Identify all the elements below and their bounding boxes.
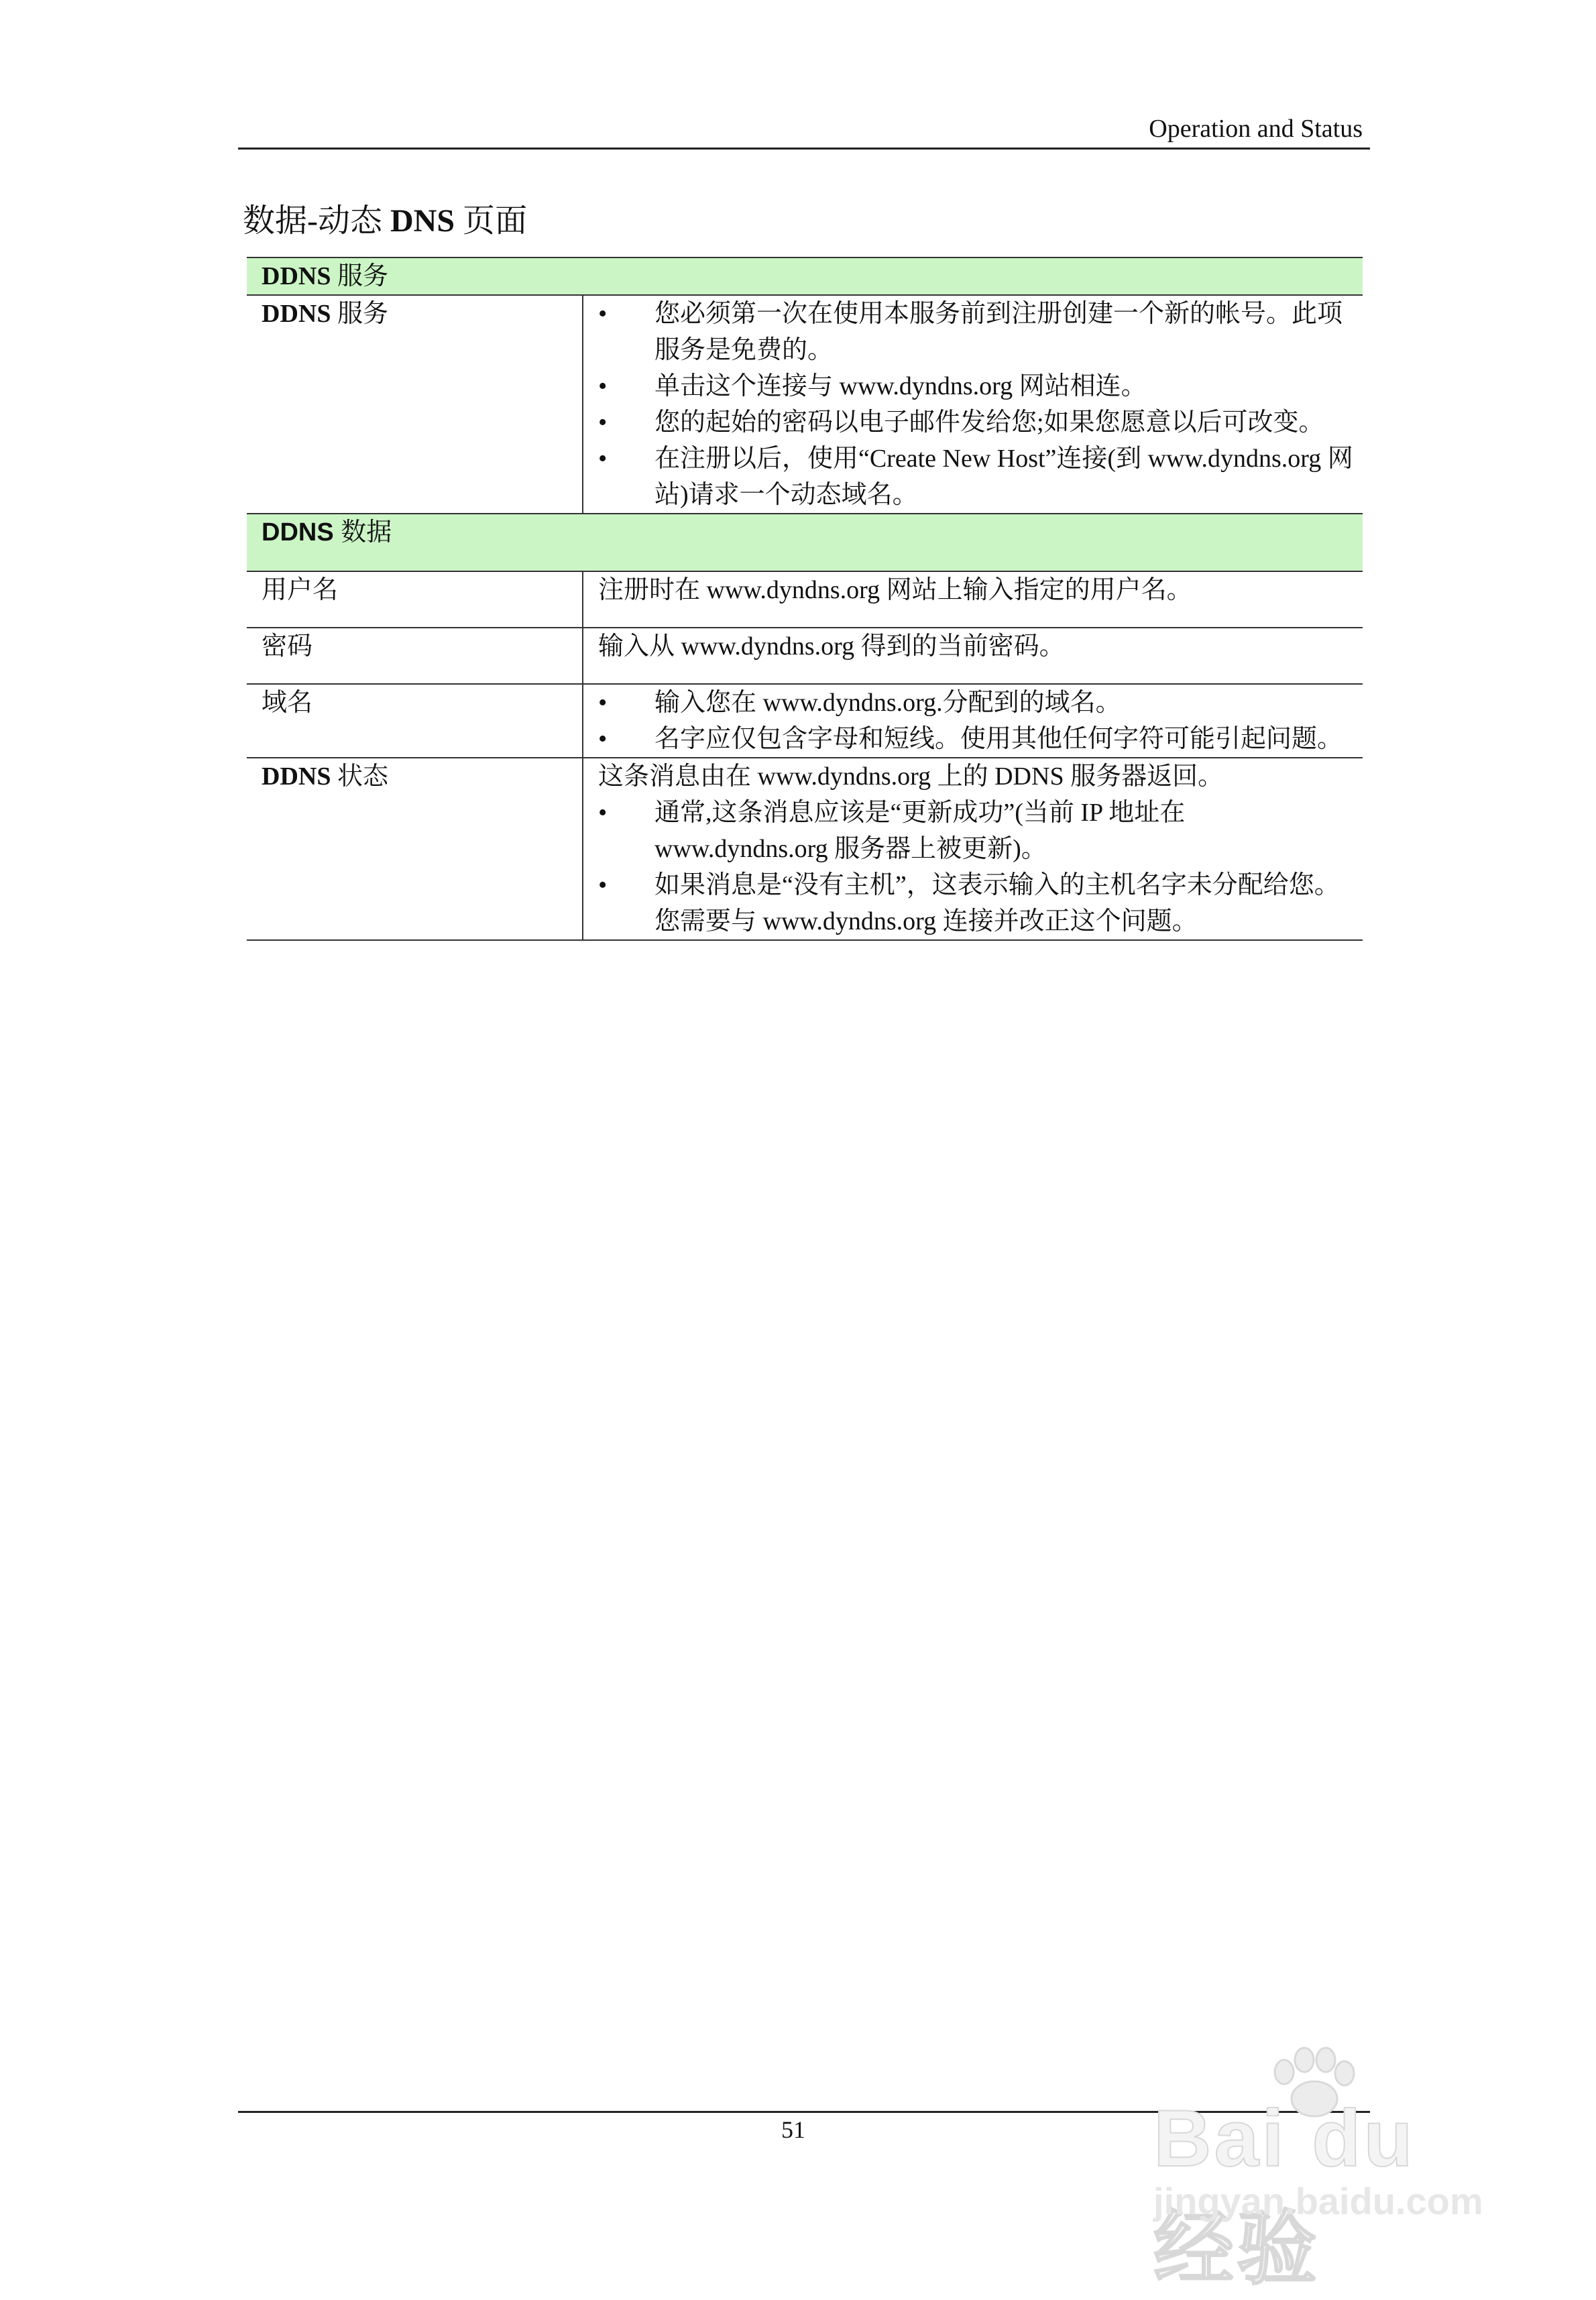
status-bullets	[598, 795, 1363, 939]
domain-bullet-2: • 名字应仅包含字母和短线。使用其他任何字符可能引起问题。	[598, 721, 1363, 757]
band-ddns-service	[247, 257, 1363, 295]
section-title-pre: 数据-动态	[243, 203, 390, 239]
row-ddns-service-desc	[583, 295, 1363, 514]
row-username-label: 用户名	[247, 571, 583, 628]
status-intro: 这条消息由在 www.dyndns.org 上的 DDNS 服务器返回。	[598, 762, 1224, 791]
service-bullet-4: • 在注册以后，使用“Create New Host”连接(到 www.dyndns.org 网站)请求一个动态域名。	[598, 441, 1363, 513]
watermark-sub: jingyan.baidu.com	[1153, 2180, 1483, 2222]
row-domain-desc	[583, 684, 1363, 758]
status-bullet-2: • 如果消息是“没有主机”，这表示输入的主机名字未分配给您。您需要与 www.dyndns.org 连接并改正这个问题。	[598, 867, 1363, 939]
band-ddns-service-bold: DDNS	[262, 262, 331, 290]
ddns-table	[247, 257, 1363, 941]
service-bullet-2: • 单击这个连接与 www.dyndns.org 网站相连。	[598, 368, 1363, 404]
row-ddns-service	[247, 295, 1363, 514]
header-rule	[238, 148, 1370, 150]
page-number: 51	[781, 2116, 805, 2143]
service-bullet-3: • 您的起始的密码以电子邮件发给您;如果您愿意以后可改变。	[598, 404, 1363, 441]
domain-bullet-1: • 输入您在 www.dyndns.org.分配到的域名。	[598, 685, 1363, 721]
domain-bullets	[598, 685, 1363, 757]
section-title	[243, 194, 527, 241]
status-bullet-1: • 通常,这条消息应该是“更新成功”(当前 IP 地址在 www.dyndns.org 服务器上被更新)。	[598, 795, 1363, 867]
row-password-label: 密码	[247, 628, 583, 684]
row-ddns-status	[247, 758, 1363, 940]
running-header: Operation and Status	[1149, 115, 1363, 143]
row-domain-label: 域名	[247, 684, 583, 758]
band-ddns-data-text: 数据	[333, 518, 392, 547]
band-ddns-service-text: 服务	[331, 262, 388, 290]
row-ddns-status-desc	[583, 758, 1363, 940]
row-ddns-status-label: DDNS 状态	[247, 758, 583, 940]
baidu-watermark	[1140, 2045, 1516, 2294]
service-bullet-1: • 您必须第一次在使用本服务前到注册创建一个新的帐号。此项服务是免费的。	[598, 296, 1363, 368]
watermark-main: Bai du 经验	[1153, 2093, 1416, 2294]
row-password	[247, 628, 1363, 684]
row-username	[247, 571, 1363, 628]
row-password-desc: 输入从 www.dyndns.org 得到的当前密码。	[583, 628, 1363, 684]
row-ddns-service-label: DDNS 服务	[247, 295, 583, 514]
row-username-desc: 注册时在 www.dyndns.org 网站上输入指定的用户名。	[583, 571, 1363, 628]
row-domain	[247, 684, 1363, 758]
service-bullets	[598, 296, 1363, 513]
section-title-bold: DNS	[390, 203, 455, 239]
section-title-post: 页面	[455, 203, 528, 239]
band-ddns-data-bold: DDNS	[262, 518, 334, 547]
band-ddns-data	[247, 514, 1363, 571]
